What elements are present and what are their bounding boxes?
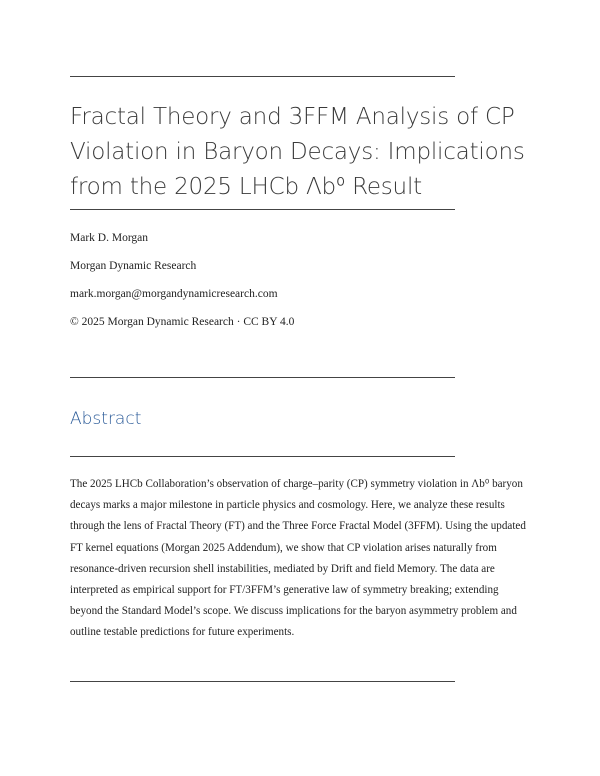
abstract-body: The 2025 LHCb Collaboration’s observation of charge–parity (CP) symmetry violation in Λb⁰ baryon decays marks a major milestone in particle physics and cosmology. Here, we analyze these results through the lens of Fractal Theory (FT) and the Three Force Fractal Model (3FFM). Using the updated FT kernel equations (Morgan 2025 Addendum), we show that CP violation arises naturally from resonance-driven recursion shell instabilities, mediated by Drift and field Memory. The data are interpreted as empirical support for FT/3FFM’s generative law of symmetry breaking; extending beyond the Standard Model’s scope. We discuss implications for the baryon asymmetry problem and outline testable predictions for future experiments. [70,478,526,639]
rule-before-abstract [70,377,455,378]
author-name: Mark D. Morgan [70,232,149,244]
paper-title: Fractal Theory and 3FFM Analysis of CP Violation in Baryon Decays: Implications from the 2025 LHCb Λb⁰ Result [70,104,525,200]
rule-bottom [70,681,455,682]
abstract-heading: Abstract [70,409,142,429]
author-email: mark.morgan@morgandynamicresearch.com [70,288,278,300]
rule-top [70,76,455,77]
license-line: © 2025 Morgan Dynamic Research · CC BY 4.0 [70,316,295,328]
affiliation: Morgan Dynamic Research [70,260,197,272]
rule-after-abstract-heading [70,456,455,457]
rule-below-title [70,209,455,210]
